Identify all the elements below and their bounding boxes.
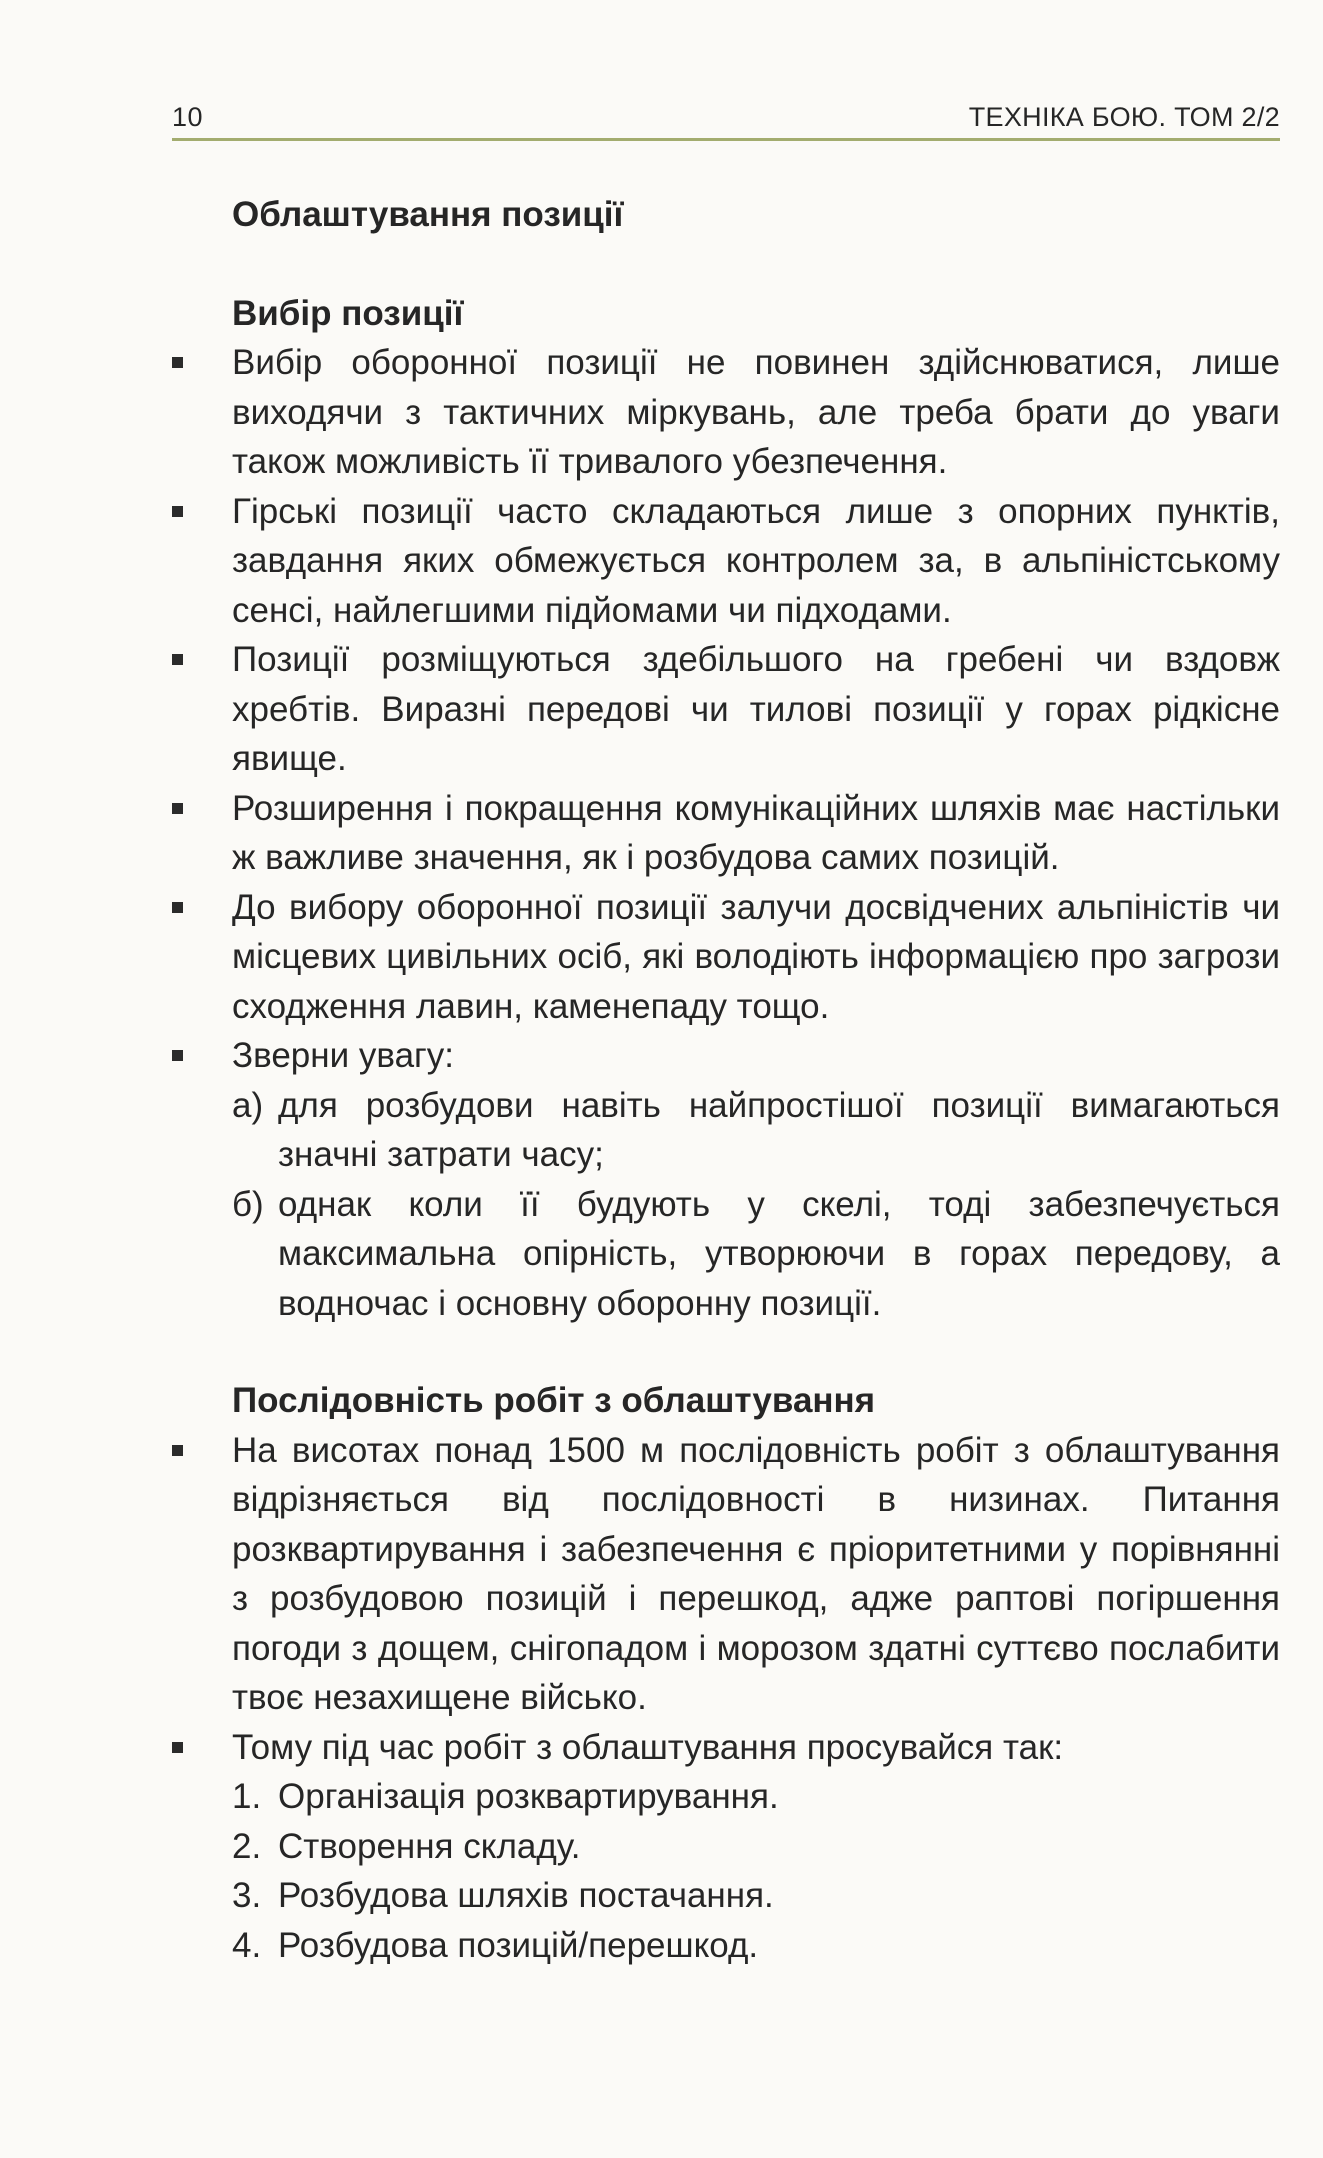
sub-item-text: для розбудови навіть найпростішої позиції вимагаються значні затрати часу; — [278, 1085, 1280, 1174]
bullet-item — [172, 784, 1280, 883]
bullet-item — [172, 635, 1280, 784]
bullet-item — [172, 1426, 1280, 1723]
bullet-item — [172, 883, 1280, 1032]
bullet-text: Позиції розміщуються здебільшого на гребені чи вздовж хребтів. Виразні передові чи тилові позиції у горах рідкісне явище. — [232, 640, 1280, 778]
numbered-step — [172, 1822, 1280, 1872]
bullet-icon — [172, 1445, 183, 1456]
bullet-item — [172, 338, 1280, 487]
step-text: Розбудова позицій/перешкод. — [278, 1925, 759, 1965]
bullet-icon — [172, 803, 183, 814]
step-number: 1. — [232, 1777, 262, 1816]
bullet-text: Вибір оборонної позиції не повинен здійснюватися, лише виходячи з тактичних міркувань, але треба брати до уваги також можливість її тривалого убезпечення. — [232, 343, 1280, 481]
bullet-icon — [172, 1050, 183, 1061]
bullet-item — [172, 1723, 1280, 1773]
bullet-icon — [172, 506, 183, 517]
bullet-text: Розширення і покращення комунікаційних шляхів має настільки ж важливе значення, як і розбудова самих позицій. — [232, 788, 1280, 877]
spacer — [172, 1328, 1280, 1376]
numbered-step — [172, 1921, 1280, 1971]
subsection-title-position-choice: Вибір позиції — [232, 293, 464, 333]
page-number: 10 — [172, 102, 204, 132]
sub-item-marker: б) — [232, 1184, 264, 1224]
sub-item — [172, 1081, 1280, 1180]
page-content — [172, 190, 1280, 1970]
step-number: 3. — [232, 1876, 262, 1915]
bullet-icon — [172, 902, 183, 913]
bullet-text: До вибору оборонної позиції залучи досвідчених альпіністів чи місцевих цивільних осіб, які володіють інформацією про загрози сходження лавин, каменепаду тощо. — [232, 887, 1280, 1026]
step-number: 2. — [232, 1826, 262, 1866]
step-number: 4. — [232, 1925, 262, 1965]
bullet-text: Тому під час робіт з облаштування просувайся так: — [232, 1727, 1064, 1767]
bullet-icon — [172, 654, 183, 665]
step-text: Розбудова шляхів постачання. — [278, 1876, 774, 1915]
step-text: Створення складу. — [278, 1826, 581, 1866]
sub-item-marker: а) — [232, 1085, 264, 1125]
bullet-item — [172, 1031, 1280, 1081]
bullet-text: На висотах понад 1500 м послідовність робіт з облаштування відрізняється від послідовності в низинах. Питання розквартирування і забезпечення є пріоритетними у порівнянні з розбудовою позицій і перешкод, адже раптові погіршення погоди з дощем, снігопадом і морозом здатні суттєво послабити твоє незахищене військо. — [232, 1430, 1280, 1717]
bullet-text: Гірські позиції часто складаються лише з опорних пунктів, завдання яких обмежується контролем за, в альпіністському сенсі, найлегшими підйомами чи підходами. — [232, 491, 1280, 630]
sub-item-text: однак коли її будують у скелі, тоді забезпечується максимальна опірність, утворюючи в горах передову, а водночас і основну оборонну позиції. — [278, 1184, 1280, 1323]
bullet-icon — [172, 357, 183, 368]
sub-item — [172, 1180, 1280, 1329]
numbered-step — [172, 1871, 1280, 1921]
step-text: Організація розквартирування. — [278, 1777, 779, 1816]
page-header — [172, 96, 1280, 141]
running-title: ТЕХНІКА БОЮ. ТОМ 2/2 — [968, 102, 1280, 132]
bullet-text: Зверни увагу: — [232, 1036, 455, 1075]
section-title: Облаштування позиції — [232, 195, 624, 234]
bullet-icon — [172, 1742, 183, 1753]
subsection-title-work-order: Послідовність робіт з облаштування — [232, 1381, 876, 1420]
numbered-step — [172, 1772, 1280, 1822]
bullet-item — [172, 487, 1280, 636]
